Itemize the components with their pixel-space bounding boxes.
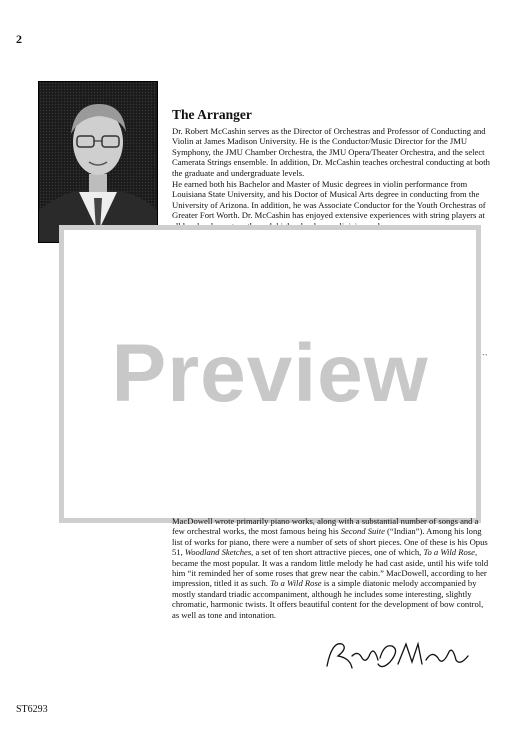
bio-paragraph-2: He earned both his Bachelor and Master of Music degrees in violin performance from Louisiana State University, and his Doctor of Musical Arts degree in conducting from the University of Arizona. In addition, he was Associate Conductor for the Youth Orchestras of Greater Fort Worth. Dr. McCashin has enjoyed extensive experiences with string players at [172, 179, 486, 221]
bio-paragraph-1: Dr. Robert McCashin serves as the Director of Orchestras and Professor of Conducting and Violin at James Madison University. He is the Conductor/Music Director for the JMU Symphony, the JMU Chamber Orchestra, the JMU Opera/Theater Orchestra, and the select Camerata Strings ensemble. In addition, Dr. McCashin teaches orchestral conducting at both the graduate and undergraduate levels. [172, 126, 490, 178]
article-title: The Arranger [172, 107, 252, 122]
arranger-photo [38, 81, 158, 243]
wild-rose-title: To a Wild Rose, [423, 547, 478, 558]
preview-label: Preview [111, 328, 429, 419]
paragraph-text: (“Indian”). Among his long list of works for piano, there were a number of sets of short pieces. One of these is his Opus 51, [172, 526, 488, 558]
suite-title: Second Suite [340, 526, 385, 537]
preview-watermark [59, 225, 481, 523]
macdowell-paragraph [172, 516, 492, 620]
catalog-code: ST6293 [16, 704, 48, 715]
paragraph-text: MacDowell wrote primarily piano works, along with a substantial number of songs and a few orchestral works, the most famous being his [172, 516, 479, 537]
wild-rose-title: To a Wild Rose [270, 578, 322, 589]
paragraph-text: is a simple diatonic melody accompanied by mostly standard triadic accompaniment, although he includes some interesting, slightly chromatic, harmonic twists. It offers beautiful content for the development of bow control, as well as tone and intonation. [172, 578, 484, 620]
paragraph-text: a set of ten short attractive pieces, one of which, [253, 547, 424, 558]
text-fragment: `` [482, 352, 488, 362]
signature [322, 636, 472, 681]
woodland-sketches-title: Woodland Sketches, [184, 547, 254, 558]
page-number: 2 [16, 32, 22, 46]
paragraph-text: became the most popular. It was a random little melody he had cast aside, until his wife told him “it reminded her of some roses that grew near the cabin.” MacDowell, according to her impression, titled it as such. [172, 557, 489, 589]
